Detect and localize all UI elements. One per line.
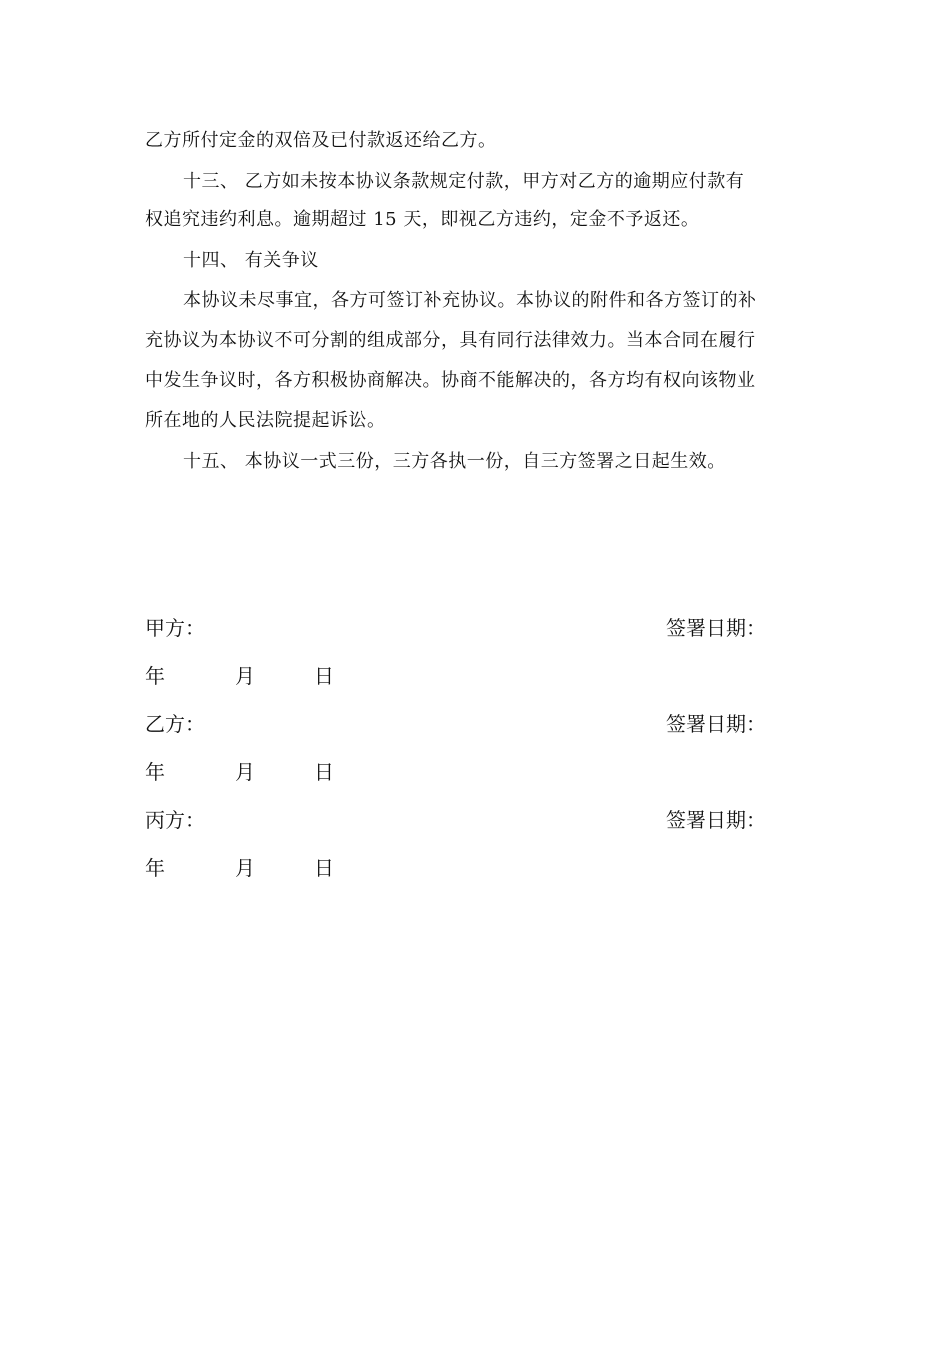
party-c-date-label: 签署日期： xyxy=(666,808,766,832)
party-b-date-label: 签署日期： xyxy=(666,712,766,736)
party-a-day: 日 xyxy=(314,664,334,688)
party-b-day: 日 xyxy=(314,760,334,784)
clause-13-line: 权追究违约利息。逾期超过 15 天，即视乙方违约，定金不予返还。 xyxy=(145,209,700,230)
clause-14-line: 所在地的人民法院提起诉讼。 xyxy=(145,410,386,431)
party-a-date-label: 签署日期： xyxy=(666,616,766,640)
party-b-label: 乙方： xyxy=(145,712,205,736)
party-c-month: 月 xyxy=(235,856,255,880)
party-c-day: 日 xyxy=(314,856,334,880)
clause-14-line: 中发生争议时，各方积极协商解决。协商不能解决的，各方均有权向该物业 xyxy=(145,370,756,391)
party-b-month: 月 xyxy=(235,760,255,784)
party-a-year: 年 xyxy=(145,664,165,688)
party-b-year: 年 xyxy=(145,760,165,784)
party-c-year: 年 xyxy=(145,856,165,880)
party-a-label: 甲方： xyxy=(145,616,205,640)
party-a-month: 月 xyxy=(235,664,255,688)
clause-13-line: 十三、 乙方如未按本协议条款规定付款，甲方对乙方的逾期应付款有 xyxy=(183,171,745,192)
clause-14-line: 充协议为本协议不可分割的组成部分，具有同行法律效力。当本合同在履行 xyxy=(145,330,756,351)
clause-14-line: 本协议未尽事宜，各方可签订补充协议。本协议的附件和各方签订的补 xyxy=(183,290,757,311)
paragraph-line: 乙方所付定金的双倍及已付款返还给乙方。 xyxy=(145,130,497,151)
clause-15-line: 十五、 本协议一式三份，三方各执一份，自三方签署之日起生效。 xyxy=(183,451,726,472)
clause-14-heading: 十四、 有关争议 xyxy=(183,250,319,271)
party-c-label: 丙方： xyxy=(145,808,205,832)
